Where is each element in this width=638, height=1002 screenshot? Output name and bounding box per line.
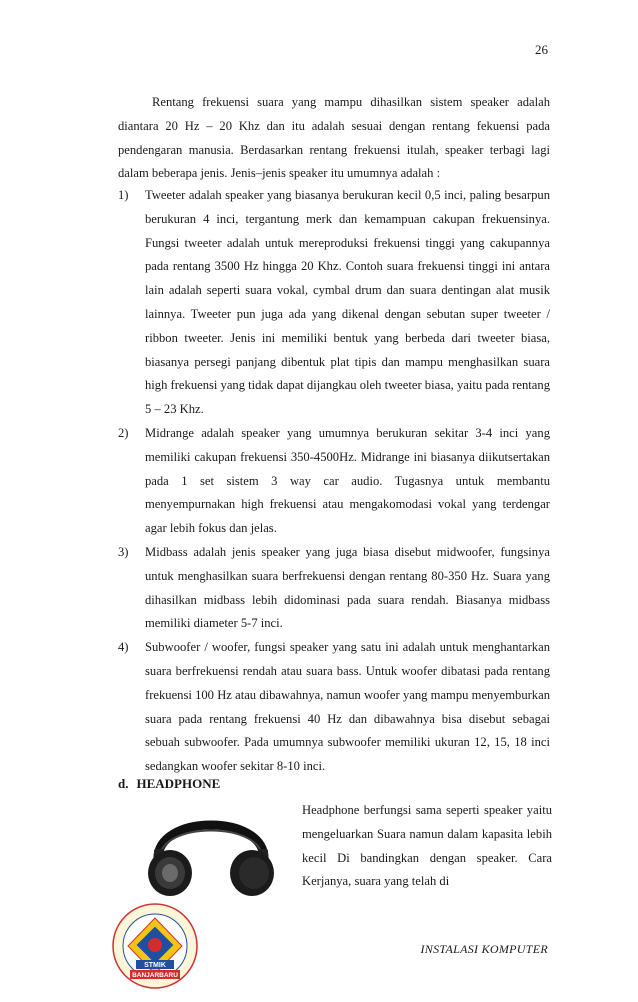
intro-text: Rentang frekuensi suara yang mampu dihasilkan sistem speaker adalah diantara 20 Hz – 20 Khz dan itu adalah sesuai dengan rentang fekuensi pada pendengaran manusia. Berdasarkan rentang frekuensi itulah, speaker terbagi lagi dalam beberapa jenis. Jenis–jenis speaker itu umumnya adalah : <box>118 95 550 181</box>
list-number: 3) <box>118 544 129 559</box>
footer-title: INSTALASI KOMPUTER <box>420 942 548 956</box>
list-item-text: Midbass adalah jenis speaker yang juga biasa disebut midwoofer, fungsinya untuk menghasilkan suara berfrekuensi dengan rentang 80-350 Hz. Suara yang dihasilkan midbass lebih didominasi pada suara rendah. Biasanya midbass memiliki diameter 5-7 inci. <box>145 544 550 631</box>
list-item-midrange <box>118 422 550 541</box>
list-number: 4) <box>118 640 129 655</box>
logo-name: STMIK <box>144 962 166 969</box>
list-number: 2) <box>118 425 129 440</box>
list-item-text: Subwoofer / woofer, fungsi speaker yang satu ini adalah untuk menghantarkan suara berfrekuensi rendah atau suara bass. Untuk woofer dibatasi pada rentang frekuensi 100 Hz atau dibawahnya, namun woofer yang mampu menyemburkan suara pada rentang frekuensi 40 Hz dan dibawahnya bisa disebut sebagai sebuah subwoofer. Pada umumnya subwoofer memiliki ukuran 12, 15, 18 inci sedangkan woofer sekitar 8-10 inci. <box>145 640 550 774</box>
college-logo <box>108 900 202 996</box>
intro-paragraph <box>118 91 550 186</box>
section-heading <box>118 774 220 794</box>
list-item-text: Tweeter adalah speaker yang biasanya berukuran kecil 0,5 inci, paling besarpun berukuran 4 inci, tergantung merk dan kemampuan cakupan frekuensinya. Fungsi tweeter adalah untuk mereproduksi frekuensi tinggi yang cakupannya pada rentang 3500 Hz hingga 20 Khz. Contoh suara frekuensi tinggi ini antara lain adalah seperti suara vokal, cymbal drum dan suara dentingan alat musik lainnya. Tweeter pun juga ada yang dikenal dengan sebutan super tweeter / ribbon tweeter. Jenis ini memiliki bentuk yang berbeda dari tweeter biasa, biasanya persegi panjang dibentuk plat tipis dan mampu menghasilkan suara high frekuensi yang tidak dapat dijangkau oleh tweeter biasa, yaitu pada rentang 5 – 23 Khz. <box>145 188 550 417</box>
list-item-midbass <box>118 541 550 636</box>
section-letter: d. <box>118 776 129 791</box>
logo-city: BANJARBARU <box>132 972 178 979</box>
list-number: 1) <box>118 188 129 202</box>
headphone-description <box>302 799 552 894</box>
headphone-text: Headphone berfungsi sama seperti speaker yaitu mengeluarkan Suara namun dalam kapasita lebih kecil Di bandingkan dengan speaker. Cara Kerjanya, suara yang telah di <box>302 803 552 889</box>
list-item-tweeter <box>118 184 550 422</box>
list-item-text: Midrange adalah speaker yang umumnya berukuran sekitar 3-4 inci yang memiliki cakupan frekuensi 350-4500Hz. Midrange ini biasanya diikutsertakan pada 1 set sistem 3 way car audio. Tugasnya untuk membantu menyempurnakan high frekuensi atau mengakomodasi vokal yang terdengar agar lebih fokus dan jelas. <box>145 425 550 536</box>
section-title: HEADPHONE <box>136 776 221 791</box>
headphone-image <box>136 803 286 899</box>
list-item-subwoofer <box>118 636 550 779</box>
page-number: 26 <box>535 42 548 57</box>
speaker-type-list <box>118 184 550 779</box>
